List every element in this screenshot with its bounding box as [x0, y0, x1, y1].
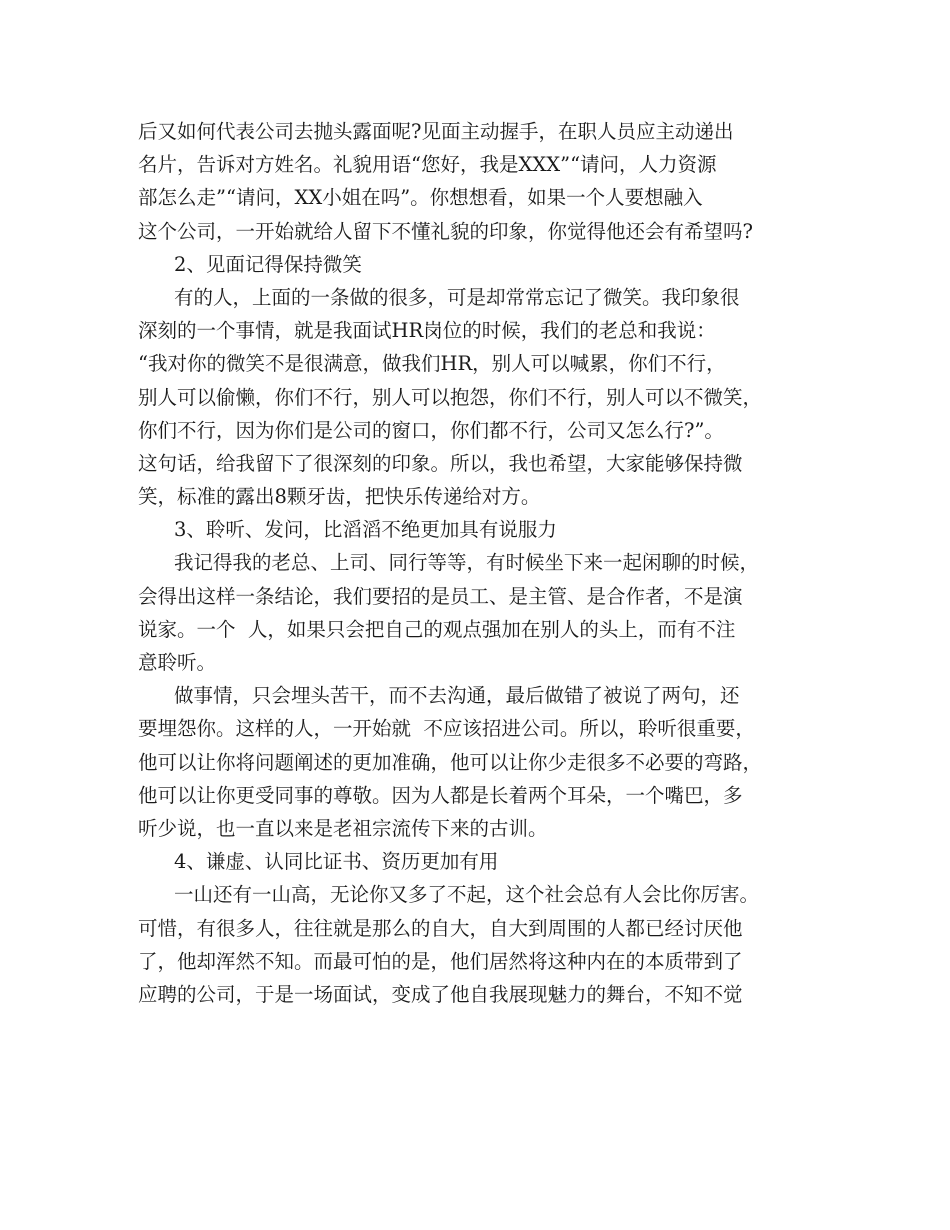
text-line: 他可以让你更受同事的尊敬。因为人都是长着两个耳朵，一个嘴巴，多	[138, 783, 743, 807]
text-line: 别人可以偷懒，你们不行，别人可以抱怨，你们不行，别人可以不微笑，	[138, 385, 763, 409]
text-line: 说家。一个 人，如果只会把自己的观点强加在别人的头上，而有不注	[138, 617, 736, 641]
text-line: 做事情，只会埋头苦干，而不去沟通，最后做错了被说了两句，还	[174, 684, 740, 708]
text-line: 名片，告诉对方姓名。礼貌用语“您好，我是XXX”“请问，人力资源	[138, 153, 717, 177]
text-line: 我记得我的老总、上司、同行等等，有时候坐下来一起闲聊的时候，	[174, 551, 760, 575]
text-line: 可惜，有很多人，往往就是那么的自大，自大到周围的人都已经讨厌他	[138, 916, 743, 940]
text-line: 应聘的公司，于是一场面试，变成了他自我展现魅力的舞台，不知不觉	[138, 982, 743, 1006]
text-line: 要埋怨你。这样的人，一开始就 不应该招进公司。所以，聆听很重要，	[138, 717, 755, 741]
text-line: 笑，标准的露出8颗牙齿，把快乐传递给对方。	[138, 485, 541, 509]
text-line: 这句话，给我留下了很深刻的印象。所以，我也希望，大家能够保持微	[138, 451, 743, 475]
text-line: 了，他却浑然不知。而最可怕的是，他们居然将这种内在的本质带到了	[138, 949, 743, 973]
text-line: 部怎么走”“请问，XX小姐在吗”。你想想看，如果一个人要想融入	[138, 186, 703, 210]
text-line: 有的人，上面的一条做的很多，可是却常常忘记了微笑。我印象很	[174, 285, 740, 309]
text-line: 3、聆听、发问，比滔滔不绝更加具有说服力	[174, 518, 557, 542]
text-line: 深刻的一个事情，就是我面试HR岗位的时候，我们的老总和我说：	[138, 319, 716, 343]
body-text	[138, 115, 818, 1011]
text-line: 听少说，也一直以来是老祖宗流传下来的古训。	[138, 816, 548, 840]
text-line: 会得出这样一条结论，我们要招的是员工、是主管、是合作者，不是演	[138, 584, 743, 608]
text-line: 2、见面记得保持微笑	[174, 252, 362, 276]
text-line: 后又如何代表公司去抛头露面呢?见面主动握手，在职人员应主动递出	[138, 120, 734, 143]
text-line: 你们不行，因为你们是公司的窗口，你们都不行，公司又怎么行?”。	[138, 418, 724, 442]
text-line: 这个公司，一开始就给人留下不懂礼貌的印象，你觉得他还会有希望吗?	[138, 219, 753, 243]
text-line: 意聆听。	[138, 651, 217, 674]
text-line: 他可以让你将问题阐述的更加准确，他可以让你少走很多不必要的弯路，	[138, 750, 763, 774]
text-line: 4、谦虚、认同比证书、资历更加有用	[174, 850, 499, 874]
text-line: “我对你的微笑不是很满意，做我们HR，别人可以喊累，你们不行，	[138, 352, 726, 376]
text-line: 一山还有一山高，无论你又多了不起，这个社会总有人会比你厉害。	[174, 883, 760, 907]
